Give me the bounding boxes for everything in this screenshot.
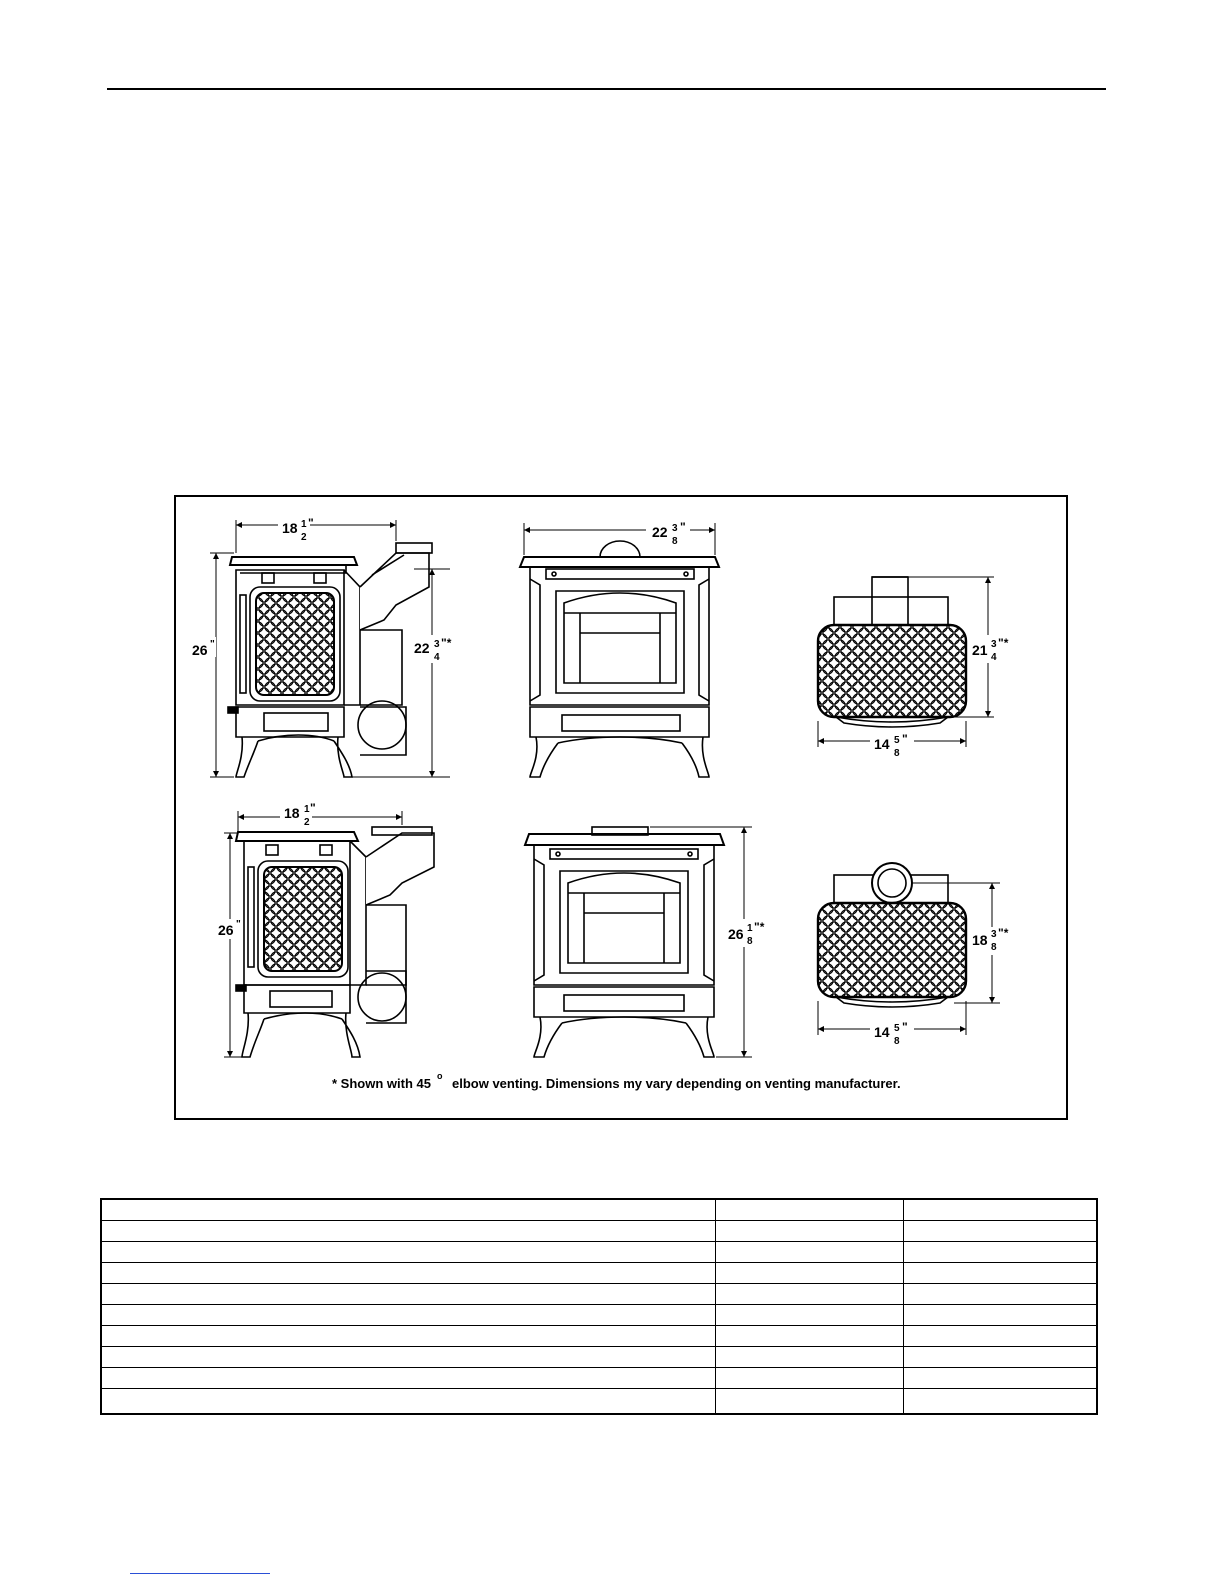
dim-front-top-width: 22 bbox=[652, 524, 668, 540]
dim-side-top-width: 18 bbox=[282, 520, 298, 536]
front-view-bottom bbox=[525, 827, 724, 1057]
table-cell bbox=[101, 1347, 716, 1368]
table-cell bbox=[904, 1347, 1098, 1368]
top-view-top bbox=[818, 577, 966, 727]
table-cell bbox=[716, 1368, 904, 1389]
dim-top-bottom-width: 14 bbox=[874, 1024, 890, 1040]
table-row bbox=[101, 1305, 1097, 1326]
svg-text:": " bbox=[236, 919, 241, 930]
table-cell bbox=[101, 1389, 716, 1415]
table-cell bbox=[904, 1284, 1098, 1305]
svg-text:": " bbox=[308, 516, 314, 530]
dim-front-bottom-height: 26 bbox=[728, 926, 744, 942]
svg-text:8: 8 bbox=[747, 936, 753, 947]
side-view-bottom bbox=[236, 827, 434, 1057]
table-row bbox=[101, 1389, 1097, 1415]
table-cell bbox=[716, 1305, 904, 1326]
top-lattice bbox=[818, 625, 966, 717]
svg-text:8: 8 bbox=[894, 1036, 900, 1047]
table-cell bbox=[904, 1326, 1098, 1347]
svg-text:1: 1 bbox=[747, 923, 753, 934]
svg-text:3: 3 bbox=[434, 639, 440, 650]
table-cell bbox=[904, 1199, 1098, 1221]
svg-text:2: 2 bbox=[301, 532, 307, 543]
side-view-top bbox=[228, 543, 432, 777]
dim-side-top-vent: 22 bbox=[414, 640, 430, 656]
table-cell bbox=[904, 1242, 1098, 1263]
table-cell bbox=[101, 1305, 716, 1326]
table-cell bbox=[716, 1242, 904, 1263]
table-row bbox=[101, 1368, 1097, 1389]
table-cell bbox=[716, 1199, 904, 1221]
svg-text:8: 8 bbox=[894, 748, 900, 759]
svg-text:4: 4 bbox=[991, 652, 997, 663]
table-cell bbox=[716, 1347, 904, 1368]
svg-text:o: o bbox=[437, 1071, 443, 1081]
svg-text:3: 3 bbox=[672, 523, 678, 534]
svg-text:"*: "* bbox=[441, 636, 452, 650]
table-cell bbox=[101, 1242, 716, 1263]
dim-side-top-height: 26 bbox=[192, 642, 208, 658]
table-cell bbox=[101, 1326, 716, 1347]
dim-side-bottom-width: 18 bbox=[284, 805, 300, 821]
svg-text:4: 4 bbox=[434, 652, 440, 663]
table-row bbox=[101, 1242, 1097, 1263]
svg-text:1: 1 bbox=[304, 804, 310, 815]
lattice-panel bbox=[256, 593, 334, 695]
table-row bbox=[101, 1263, 1097, 1284]
table-cell bbox=[101, 1368, 716, 1389]
table-row bbox=[101, 1221, 1097, 1242]
specifications-table bbox=[100, 1198, 1098, 1415]
table-cell bbox=[101, 1221, 716, 1242]
dim-top-top-depth: 21 bbox=[972, 642, 988, 658]
table-cell bbox=[101, 1263, 716, 1284]
svg-text:"*: "* bbox=[998, 636, 1009, 650]
svg-text:8: 8 bbox=[991, 942, 997, 953]
vent-pipe-circle bbox=[358, 701, 406, 749]
table-cell bbox=[716, 1326, 904, 1347]
table-cell bbox=[101, 1199, 716, 1221]
table-cell bbox=[904, 1263, 1098, 1284]
svg-text:3: 3 bbox=[991, 929, 997, 940]
svg-text:": " bbox=[902, 732, 908, 746]
svg-text:5: 5 bbox=[894, 735, 900, 746]
table-cell bbox=[101, 1284, 716, 1305]
svg-text:5: 5 bbox=[894, 1023, 900, 1034]
dim-side-bottom-height: 26 bbox=[218, 922, 234, 938]
table-row bbox=[101, 1347, 1097, 1368]
svg-text:": " bbox=[210, 639, 215, 650]
svg-text:3: 3 bbox=[991, 639, 997, 650]
figure-footnote: * Shown with 45 bbox=[332, 1076, 431, 1091]
front-view-top bbox=[520, 541, 719, 777]
svg-text:1: 1 bbox=[301, 519, 307, 530]
svg-text:8: 8 bbox=[672, 536, 678, 547]
footer-link-underline[interactable] bbox=[130, 1573, 270, 1574]
header-rule bbox=[107, 88, 1106, 90]
svg-text:": " bbox=[680, 520, 686, 534]
table-row bbox=[101, 1284, 1097, 1305]
table-cell bbox=[716, 1284, 904, 1305]
table-row bbox=[101, 1326, 1097, 1347]
table-row bbox=[101, 1199, 1097, 1221]
svg-text:": " bbox=[310, 801, 316, 815]
table-cell bbox=[716, 1221, 904, 1242]
svg-text:": " bbox=[902, 1020, 908, 1034]
top-view-bottom bbox=[818, 863, 966, 1007]
dimension-figure bbox=[174, 495, 1068, 1120]
svg-text:"*: "* bbox=[754, 920, 765, 934]
table-cell bbox=[716, 1263, 904, 1284]
table-cell bbox=[904, 1389, 1098, 1415]
table-cell bbox=[904, 1368, 1098, 1389]
svg-text:"*: "* bbox=[998, 926, 1009, 940]
figure-footnote-rest: elbow venting. Dimensions my vary depending on venting manufacturer. bbox=[452, 1076, 901, 1091]
dim-top-top-width: 14 bbox=[874, 736, 890, 752]
table-cell bbox=[904, 1221, 1098, 1242]
table-cell bbox=[716, 1389, 904, 1415]
svg-text:2: 2 bbox=[304, 817, 310, 828]
dim-top-bottom-depth: 18 bbox=[972, 932, 988, 948]
table-cell bbox=[904, 1305, 1098, 1326]
